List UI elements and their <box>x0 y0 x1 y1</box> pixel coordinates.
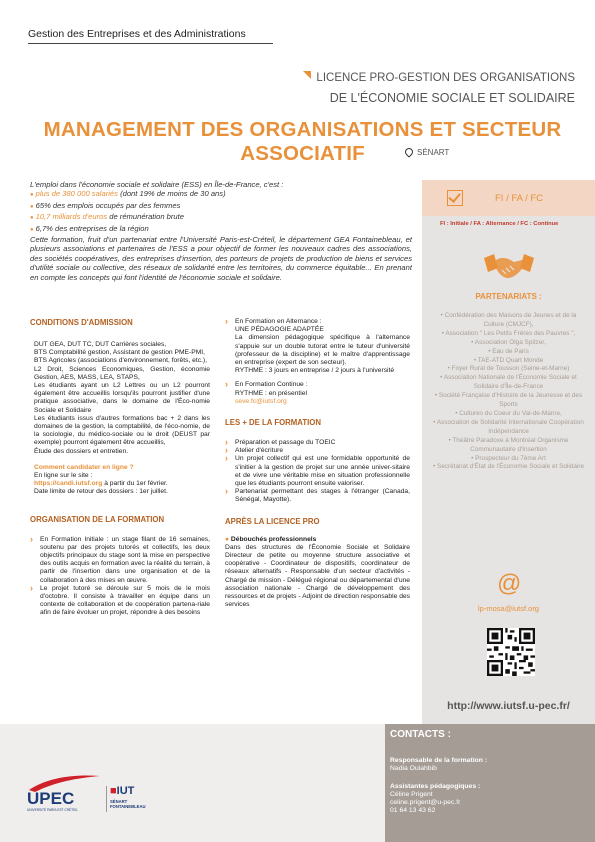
subtitle-line2: DE L'ÉCONOMIE SOCIALE ET SOLIDAIRE <box>329 91 575 105</box>
organisation-title: ORGANISATION DE LA FORMATION <box>30 514 165 524</box>
apply-from: à partir du 1er février. <box>102 480 168 488</box>
alternance-text: La dimension pédagogique spécifique à l'alternance s'appuie sur un double tutorat entre le tuteur d'université (professeur de la discipline) et le maître d'apprentissage en entreprise (expert de son secteur). <box>235 334 410 367</box>
responsible-name: Nadia Oulahbib <box>390 765 437 773</box>
intro-lead: L'emploi dans l'économie sociale et solidaire (ESS) en Île-de-France, c'est : <box>30 180 284 189</box>
list-item: › En Formation Initiale : un stage filant de 16 semaines, soutenu par des projets tutorés et collectifs, les deux objectifs principaux du stage sont la mise en perspective des outils acquis en formation avec la réalité du terrain, à partir de l'insertion dans une organisation et de la collaboration à des mises en œuvre. <box>30 536 210 585</box>
list-item: › Le projet tutoré se déroule sur 5 mois de le mois d'octobre. Il consiste à travailler en équipe dans un contexte de collaboration et de coopération partena-riale afin de faire évoluer un projet, répondre à des besoins <box>30 585 210 618</box>
map-pin-icon <box>403 146 414 157</box>
list-item: • Théâtre Paradoxe à Montréal Organisme Communautaire d'Insertion <box>448 436 569 453</box>
iut-wordmark: IUT <box>116 785 135 797</box>
assistant-email[interactable]: celine.prigent@u-pec.fr <box>390 799 461 807</box>
intro-paragraph: Cette formation, fruit d'un partenariat entre l'Université Paris-est-Créteil, le département GEA Fontainebleau, et plusieurs associations et partenaires de l'ESS a pour objectif de former les nouveaux cadres des associations, des sociétés coopératives, des entreprises d'insertion, des porteurs de projets de production de biens et services d'utilité sociale ou collective, des réseaux de solidarité entre les territoires, du commerce équitable... En prenant en compte les concepts qui font l'identité de l'économie sociale et solidaire. <box>30 235 412 282</box>
location-text: SÉNART <box>417 148 450 157</box>
apply-link[interactable]: https://candi.iutsf.org <box>34 480 103 488</box>
list-item: • Foyer Rural de Tousson (Seine-et-Marne) <box>447 365 570 373</box>
at-sign-icon: @ <box>497 570 522 597</box>
list-item: • Association Olga Spitzer, <box>471 338 546 346</box>
list-item: • Eau de Paris <box>488 347 529 355</box>
list-item: • Confédération des Maisons de Jeunes et de la Culture (CMJCF), <box>440 312 577 328</box>
plus-list <box>225 439 410 505</box>
apply-title: Comment candidater en ligne ? <box>34 463 134 471</box>
header-divider <box>28 43 273 44</box>
responsible-label: Responsable de la formation : <box>390 757 488 764</box>
upec-subtitle: UNIVERSITÉ PARIS-EST CRÉTEIL <box>27 808 78 812</box>
iut-subtitle2: FONTAINEBLEAU <box>110 804 146 809</box>
contact-email-link[interactable]: lp-mosa@iutsf.org <box>478 604 539 613</box>
admission-title: CONDITIONS D'ADMISSION <box>30 318 133 327</box>
after-text: Dans des structures de l'Économie Sociale et Solidaire Directeur de petite ou moyenne structure associative et coopérative - Coordinateur de dispositifs, coordinateur de réseaux alternatifs - Responsable d'un secteur d'activités - Chargé de mission - Délégué régional ou départemental d'une association nationale - Chargé de développement des ressources et de projets - Adjoint de direction responsable des services <box>225 543 410 609</box>
contacts-title: CONTACTS : <box>390 729 451 740</box>
training-modes-legend: FI : Initiale / FA : Alternance / FC : Continue <box>440 221 559 227</box>
list-item: • Association de Solidarité Internationale Coopération Indépendance <box>433 418 584 435</box>
alternance-sub: UNE PÉDAGOGIE ADAPTÉE <box>235 326 324 334</box>
department-label: Gestion des Entreprises et des Administrations <box>28 28 246 40</box>
list-item: BTS Agricoles (associations d'environnement, forêts, etc.), <box>34 357 207 365</box>
checkbox-icon <box>447 190 463 206</box>
continue-text: RYTHME : en présentiel <box>235 389 307 397</box>
list-item: • TAE-ATD Quart Monde <box>473 356 544 364</box>
list-item: • Association Nationale de l'Économie Sociale et Solidaire d'Île-de-France <box>440 374 577 391</box>
left-column <box>30 318 210 618</box>
after-block: ● Débouchés professionnels Dans des structures de l'Économie Sociale et Solidaire Directeur de petite ou moyenne structure associative et coopérative - Coordinateur de dispositifs, coordinateur de réseaux alternatifs - Responsable d'un secteur d'activités - Chargé de mission - Délégué régional ou départemental d'une association nationale - Chargé de développement des ressources et de projets - Adjoint de direction responsable des services <box>225 535 410 609</box>
handshake-icon <box>484 250 534 284</box>
list-item: Les étudiants issus d'autres formations bac + 2 dans les domaines de la gestion, la comptabilité, de l'éco-nomie, de la sociologie, du médico-sociale ou le droit (DEUST par exemple) pourront également être accueillis, <box>34 414 210 447</box>
page-title: MANAGEMENT DES ORGANISATIONS ET SECTEUR ASSOCIATIF <box>43 118 562 165</box>
assistant-label: Assistantes pédagogiques : <box>390 782 481 790</box>
list-item: › Atelier d'écriture <box>225 447 410 455</box>
list-item: • Prospecteur du 7ème Art <box>471 454 546 462</box>
apply-deadline: Date limite de retour des dossiers : 1er juillet. <box>34 488 168 496</box>
triangle-icon <box>303 71 311 79</box>
assistant-name: Céline Prigent <box>390 790 433 798</box>
program-subtitle <box>300 68 575 108</box>
subtitle-line1: LICENCE PRO-GESTION DES ORGANISATIONS <box>316 72 575 84</box>
location-label <box>405 148 449 157</box>
after-sub: Débouchés professionnels <box>230 535 317 543</box>
alternance-block <box>225 318 410 375</box>
list-item: ● 6,7% des entreprises de la région <box>30 224 412 235</box>
iut-subtitle1: SÉNART <box>110 799 128 804</box>
partners-title: PARTENARIATS : <box>475 292 542 301</box>
list-item: Étude des dossiers et entretien. <box>34 447 129 455</box>
alternance-rhythm: RYTHME : 3 jours en entreprise / 2 jours à l'université <box>235 367 395 375</box>
list-item: • Association " Les Petits Frères des Pauvres ", <box>441 329 576 337</box>
upec-logo <box>27 772 102 812</box>
alternance-title: › En Formation en Alternance : <box>235 318 322 325</box>
list-item: Les étudiants ayant un L2 Lettres ou un L2 pourront également être accueillis lorsqu'ils pourront justifier d'une pratique associative, dans le domaine de l'Éco-nomie Sociale et Solidaire <box>34 382 210 414</box>
website-link[interactable]: http://www.iutsf.u-pec.fr/ <box>447 700 570 712</box>
list-item: ● 10,7 milliards d'euros de rémunération brute <box>30 212 412 223</box>
intro-bullets <box>30 189 412 235</box>
list-item: • Cultures du Coeur du Val-de-Marne, <box>455 409 562 417</box>
apply-block <box>30 464 210 497</box>
training-modes: FI / FA / FC <box>495 193 544 204</box>
iut-logo: ■IUT SÉNART FONTAINEBLEAU <box>110 786 146 809</box>
list-item: BTS Comptabilité gestion, Assistant de gestion PME-PMI, <box>34 349 205 357</box>
apply-line: En ligne sur le site : <box>34 472 93 480</box>
list-item: L2 Droit, Sciences Economiques, Gestion, économie Gestion, AES, MASS, LEA, STAPS, <box>34 365 210 381</box>
after-title: APRÈS LA LICENCE PRO <box>225 516 320 526</box>
right-column <box>225 318 410 609</box>
list-item: • Secrétariat d'État de l'Économie Sociale et Solidaire <box>432 463 585 471</box>
continue-title: › En Formation Continue : <box>235 381 308 389</box>
continue-block <box>225 381 410 406</box>
list-item: ● 65% des emplois occupés par des femmes <box>30 201 412 212</box>
admission-list <box>30 341 210 456</box>
list-item: › Préparation et passage du TOEIC <box>225 439 410 447</box>
list-item: › Partenariat permettant des stages à l'étranger (Canada, Sénégal, Mayotte). <box>225 488 410 504</box>
assistant-phone: 01 64 13 43 62 <box>390 807 436 815</box>
continue-email-link[interactable]: seve.fc@iutsf.org <box>235 397 287 405</box>
list-item: › Un projet collectif qui est une formidable opportunité de s'initier à la gestion de projet sur une année univer-sitaire et de vivre une véritable mise en situation professionnelle que les étudiants pourront ensuite valoriser. <box>225 455 410 488</box>
plus-title: LES + DE LA FORMATION <box>225 418 321 428</box>
upec-wordmark: UPEC <box>27 789 75 808</box>
list-item: • Société Française d'Histoire de la Jeunesse et des Sports <box>434 392 583 409</box>
list-item: ● plus de 380 000 salariés (dont 19% de moins de 30 ans) <box>30 189 412 200</box>
contact-details <box>390 757 590 816</box>
organisation-list <box>30 536 210 618</box>
list-item: DUT GEA, DUT TC, DUT Carrières sociales, <box>34 341 167 348</box>
partners-list <box>432 312 585 472</box>
intro-block <box>30 180 412 282</box>
qr-code-icon[interactable] <box>487 628 535 676</box>
